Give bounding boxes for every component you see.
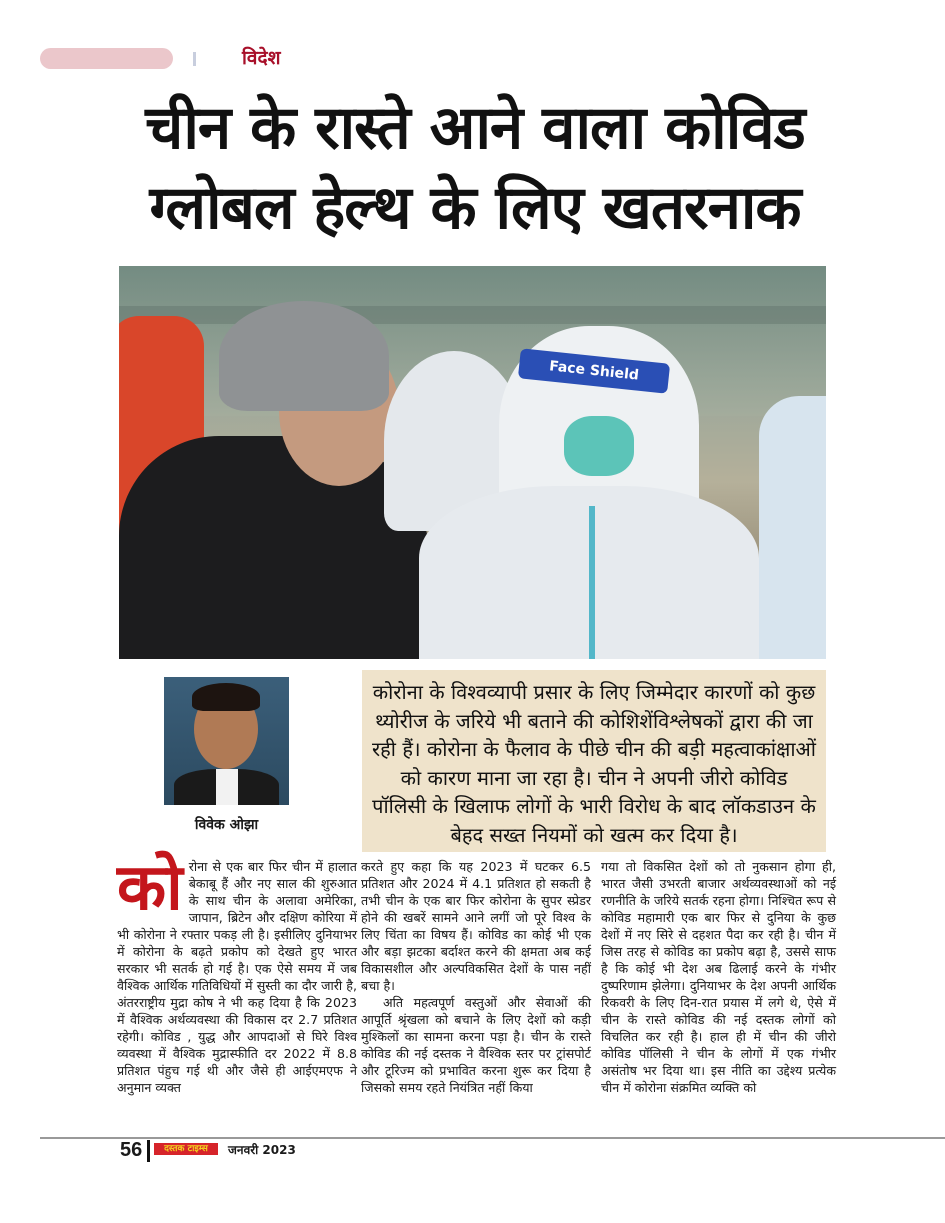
magazine-logo: दस्तक टाइम्स bbox=[154, 1143, 218, 1155]
drop-cap: को bbox=[117, 851, 183, 925]
face-shield-label: Face Shield bbox=[518, 348, 670, 394]
column-3-text: गया तो विकसित देशों को तो नुकसान होगा ही, भारत जैसी उभरती बाजार अर्थव्यवस्थाओं को नई रणनीति के जरिये सतर्क रहना होगा। निश्चित रूप से कोविड महामारी एक बार फिर से दुनिया के कुछ देशों में नए सिरे से दहशत पैदा कर रही है। चीन में जिस तरह से कोविड का प्रकोप बढ़ा है, उससे साफ है कि कोई भी देश अब ढिलाई करने के गंभीर दुष्परिणाम झेलेगा। दुनियाभर के देश अपनी आर्थिक रिकवरी के लिए दिन-रात प्रयास में लगे थे, ऐसे में चीन के रास्ते कोविड की नई दस्तक लोगों को विचलित कर रही है। हाल ही में चीन की जीरो कोविड पॉलिसी ने चीन के लोगों में एक गंभीर असंतोष भर दिया था। इस नीति का उद्देश्य प्रत्येक चीन में कोरोना संक्रमित व्यक्ति को bbox=[601, 859, 836, 1095]
author-photo bbox=[164, 677, 289, 805]
article-column-3 bbox=[601, 858, 836, 1096]
author-name: विवेक ओझा bbox=[194, 817, 259, 833]
divider bbox=[193, 52, 196, 66]
issue-date: जनवरी 2023 bbox=[228, 1143, 296, 1157]
pull-quote: कोरोना के विश्वव्यापी प्रसार के लिए जिम्मेदार कारणों को कुछ थ्योरीज के जरिये भी बताने की कोशिशेंविश्लेषकों द्वारा की जा रही हैं। कोरोना के फैलाव के पीछे चीन की बड़ी महत्वाकांक्षाओं को कारण माना जा रहा है। चीन ने अपनी जीरो कोविड पॉलिसी के खिलाफ लोगों के भारी विरोध के बाद लॉकडाउन के बेहद सख्त नियमों को खत्म कर दिया है। bbox=[362, 670, 826, 852]
section-label: विदेश bbox=[242, 47, 281, 69]
headline-line-1: चीन के रास्ते आने वाला कोविड bbox=[145, 93, 805, 163]
main-photo bbox=[119, 266, 826, 659]
footer-rule bbox=[40, 1137, 945, 1139]
article-column-1 bbox=[117, 851, 357, 1096]
headline-line-2: ग्लोबल हेल्थ के लिए खतरनाक bbox=[149, 173, 801, 243]
headline bbox=[60, 88, 890, 248]
footer-separator bbox=[147, 1140, 150, 1162]
column-1-text: रोना से एक बार फिर चीन में हालात बेकाबू हैं और नए साल की शुरुआत के साथ चीन के अलावा अमेरिका, जापान, ब्रिटेन और दक्षिण कोरिया में भी कोरोना ने रफ्तार पकड़ ली है। इसीलिए दुनियाभर में कोरोना के बढ़ते प्रकोप को देखते हुए भारत सरकार भी सतर्क हो गई है। एक ऐसे समय में जब वैश्विक आर्थिक गतिविधियों में सुस्ती का दौर जारी है, अंतरराष्ट्रीय मुद्रा कोष ने भी कह दिया है कि 2023 में वैश्विक अर्थव्यवस्था की विकास दर 2.7 प्रतिशत रहेगी। कोविड , युद्ध और आपदाओं से घिरे विश्व व्यवस्था में वैश्विक मुद्रास्फीति दर 2022 में 8.8 प्रतिशत पंहुच गई थी और जैसे ही आईएमएफ ने अनुमान व्यक्त bbox=[117, 859, 357, 1095]
column-2-paragraph-1: करते हुए कहा कि यह 2023 में घटकर 6.5 प्रतिशत और 2024 में 4.1 प्रतिशत हो सकती है तभी चीन के एक बार फिर कोरोना के सुपर स्प्रेडर होने की खबरें सामने आने लगीं जो पूरे विश्व के लिए चिंता का विषय हैं। कोविड का कोई भी एक और बड़ा झटका बर्दाश्त करने की क्षमता अब कई विकासशील और अल्पविकसित देशों के पास नहीं बचा है। bbox=[361, 859, 591, 993]
article-column-2 bbox=[361, 858, 591, 1096]
page-number: 56 bbox=[120, 1139, 143, 1161]
column-2-paragraph-2: अति महत्वपूर्ण वस्तुओं और सेवाओं की आपूर्ति श्रृंखला को बचाने के लिए देशों को कड़ी मुश्किलों का सामना करना पड़ा है। चीन के रास्ते कोविड की नई दस्तक ने वैश्विक स्तर पर ट्रांसपोर्ट और टूरिज्म को प्रभावित करना शुरू कर दिया है जिसको समय रहते नियंत्रित नहीं किया bbox=[361, 995, 591, 1095]
section-pill bbox=[40, 48, 173, 69]
